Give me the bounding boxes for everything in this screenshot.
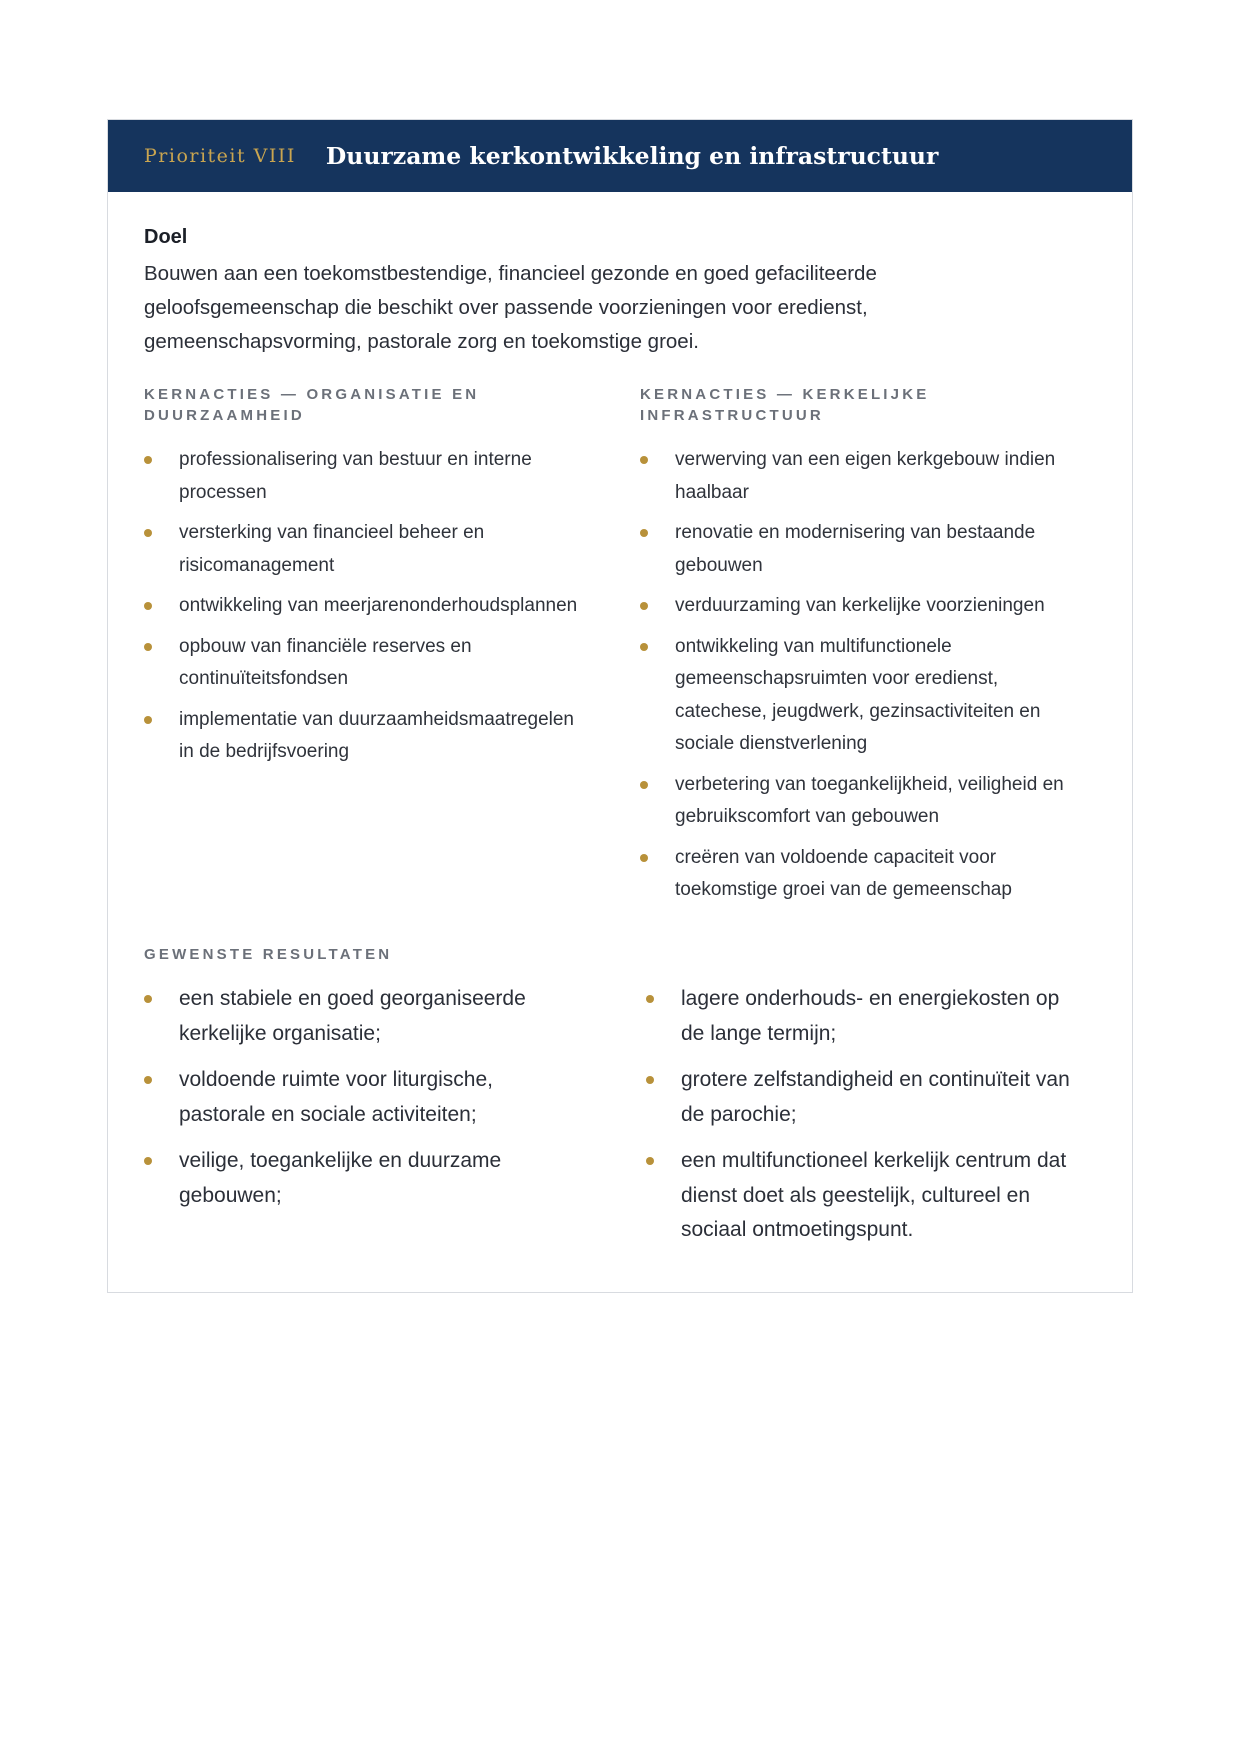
list-item-text: opbouw van financiële reserves en continuïteitsfondsen — [179, 635, 472, 689]
list-item — [640, 769, 1080, 834]
bullet-dot-icon — [144, 1076, 152, 1084]
priority-number: Prioriteit VIII — [144, 145, 296, 167]
goal-text: Bouwen aan een toekomstbestendige, financieel gezonde en goed gefaciliteerde geloofsgemeenschap die beschikt over passende voorzieningen voor eredienst, gemeenschapsvorming, pastorale zorg en toekomstige groei. — [144, 262, 877, 353]
list-item-text: een multifunctioneel kerkelijk centrum dat dienst doet als geestelijk, cultureel en sociaal ontmoetingspunt. — [681, 1149, 1067, 1241]
results-left-list — [144, 982, 574, 1213]
list-item-text: een stabiele en goed georganiseerde kerkelijke organisatie; — [179, 987, 526, 1045]
bullet-dot-icon — [640, 602, 648, 610]
list-item-text: ontwikkeling van meerjarenonderhoudsplannen — [179, 595, 578, 616]
list-item-text: creëren van voldoende capaciteit voor toekomstige groei van de gemeenschap — [675, 846, 1012, 900]
list-item-text: grotere zelfstandigheid en continuïteit van de parochie; — [681, 1068, 1070, 1126]
actions-organisation-column — [144, 384, 584, 777]
list-item — [640, 517, 1080, 582]
list-item — [144, 590, 584, 623]
bullet-dot-icon — [646, 995, 654, 1003]
list-item-text: verwerving van een eigen kerkgebouw indien haalbaar — [675, 449, 1056, 503]
bullet-dot-icon — [144, 716, 152, 724]
list-item — [640, 590, 1080, 623]
list-item-text: renovatie en modernisering van bestaande gebouwen — [675, 522, 1036, 576]
list-item — [144, 444, 584, 509]
card-header — [108, 120, 1132, 192]
bullet-dot-icon — [144, 643, 152, 651]
results-heading: GEWENSTE RESULTATEN — [144, 946, 393, 963]
actions-infrastructure-column — [640, 384, 1080, 915]
list-item-text: ontwikkeling van multifunctionele gemeenschapsruimten voor eredienst, catechese, jeugdwerk, gezinsactiviteiten en sociale dienstverlening — [675, 635, 1041, 754]
bullet-dot-icon — [640, 643, 648, 651]
list-item — [144, 517, 584, 582]
bullet-dot-icon — [646, 1157, 654, 1165]
goal-label: Doel — [144, 226, 188, 248]
list-item — [646, 1144, 1086, 1248]
list-item — [640, 631, 1080, 761]
results-left-column — [144, 982, 574, 1225]
list-item — [144, 631, 584, 696]
bullet-dot-icon — [144, 602, 152, 610]
actions-infrastructure-list — [640, 444, 1080, 907]
bullet-dot-icon — [640, 781, 648, 789]
actions-infrastructure-heading: KERNACTIES — KERKELIJKE INFRASTRUCTUUR — [640, 386, 930, 424]
list-item-text: versterking van financieel beheer en risicomanagement — [179, 522, 485, 576]
actions-organisation-list — [144, 444, 584, 769]
list-item-text: verbetering van toegankelijkheid, veiligheid en gebruikscomfort van gebouwen — [675, 773, 1064, 827]
bullet-dot-icon — [144, 1157, 152, 1165]
bullet-dot-icon — [144, 529, 152, 537]
list-item-text: veilige, toegankelijke en duurzame gebouwen; — [179, 1149, 502, 1207]
list-item-text: implementatie van duurzaamheidsmaatregelen in de bedrijfsvoering — [179, 708, 575, 762]
list-item — [640, 842, 1080, 907]
bullet-dot-icon — [640, 529, 648, 537]
bullet-dot-icon — [646, 1076, 654, 1084]
list-item — [640, 444, 1080, 509]
list-item — [144, 1063, 574, 1132]
list-item — [646, 1063, 1086, 1132]
list-item — [144, 1144, 574, 1213]
results-right-column — [646, 982, 1086, 1260]
bullet-dot-icon — [640, 456, 648, 464]
list-item-text: professionalisering van bestuur en interne processen — [179, 449, 532, 503]
actions-organisation-heading: KERNACTIES — ORGANISATIE EN DUURZAAMHEID — [144, 386, 480, 424]
list-item-text: voldoende ruimte voor liturgische, pastorale en sociale activiteiten; — [179, 1068, 493, 1126]
bullet-dot-icon — [144, 995, 152, 1003]
list-item-text: lagere onderhouds- en energiekosten op de lange termijn; — [681, 987, 1060, 1045]
bullet-dot-icon — [144, 456, 152, 464]
priority-title: Duurzame kerkontwikkeling en infrastructuur — [325, 142, 939, 170]
results-right-list — [646, 982, 1086, 1248]
list-item — [144, 704, 584, 769]
list-item — [144, 982, 574, 1051]
bullet-dot-icon — [640, 854, 648, 862]
list-item — [646, 982, 1086, 1051]
list-item-text: verduurzaming van kerkelijke voorzieningen — [675, 595, 1045, 616]
priority-card — [107, 119, 1133, 1293]
